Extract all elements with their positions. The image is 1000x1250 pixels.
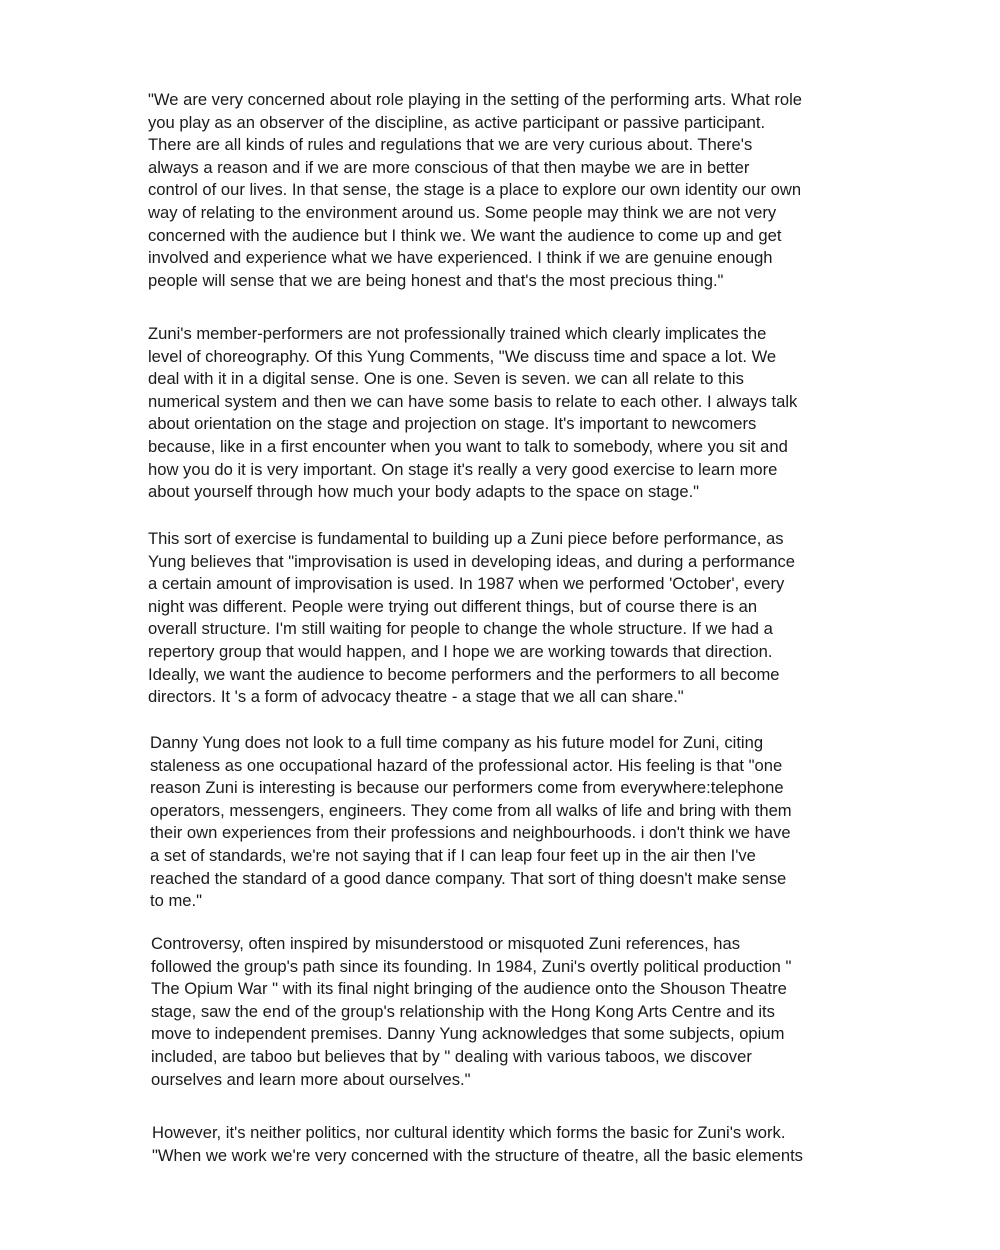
text-line: a set of standards, we're not saying that if I can leap four feet up in the air then I've — [150, 845, 756, 865]
text-line: about yourself through how much your body adapts to the space on stage." — [148, 482, 700, 502]
text-line: overall structure. I'm still waiting for people to change the whole structure. If we had a — [148, 619, 773, 639]
text-line: Danny Yung does not look to a full time company as his future model for Zuni, citing — [150, 733, 764, 752]
text-line: The Opium War " with its final night bringing of the audience onto the Shouson Theatre — [151, 979, 787, 999]
paragraph-improvisation — [148, 528, 888, 709]
text-line: to me." — [150, 891, 203, 911]
text-line: involved and experience what we have experienced. I think if we are genuine enough — [148, 248, 773, 268]
text-line: move to independent premises. Danny Yung acknowledges that some subjects, opium — [151, 1024, 785, 1044]
text-line: concerned with the audience but I think we. We want the audience to come up and get — [148, 225, 782, 245]
paragraph-role-playing — [148, 89, 888, 292]
text-line: repertory group that would happen, and I hope we are working towards that direction. — [148, 641, 773, 661]
text-line: way of relating to the environment around us. Some people may think we are not very — [148, 202, 777, 222]
text-line: night was different. People were trying out different things, but of course there is an — [148, 596, 758, 616]
text-line: staleness as one occupational hazard of the professional actor. His feeling is that "one — [150, 755, 783, 775]
text-line: their own experiences from their professions and neighbourhoods. i don't think we have — [150, 823, 791, 843]
text-line: included, are taboo but believes that by " dealing with various taboos, we discover — [151, 1046, 752, 1066]
text-line: people will sense that we are being honest and that's the most precious thing." — [148, 270, 724, 290]
text-line: "We are very concerned about role playing in the setting of the performing arts. What role — [148, 90, 803, 109]
text-line: Zuni's member-performers are not professionally trained which clearly implicates the — [148, 324, 767, 343]
text-line: However, it's neither politics, nor cultural identity which forms the basic for Zuni's work. — [152, 1123, 786, 1142]
text-line: how you do it is very important. On stage it's really a very good exercise to learn more — [148, 459, 778, 479]
paragraph-full-time-company — [150, 732, 890, 913]
text-line: about orientation on the stage and projection on stage. It's important to newcomers — [148, 414, 757, 434]
text-line: There are all kinds of rules and regulations that we are very curious about. There's — [148, 135, 753, 155]
text-line: stage, saw the end of the group's relationship with the Hong Kong Arts Centre and its — [151, 1001, 775, 1021]
text-line: directors. It 's a form of advocacy theatre - a stage that we all can share." — [148, 687, 684, 707]
text-line: Ideally, we want the audience to become performers and the performers to all become — [148, 664, 780, 684]
paragraph-structure-of-theatre — [152, 1122, 892, 1167]
text-line: "When we work we're very concerned with the structure of theatre, all the basic elements — [152, 1145, 803, 1165]
text-line: control of our lives. In that sense, the stage is a place to explore our own identity our own — [148, 180, 802, 200]
text-line: numerical system and then we can have some basis to relate to each other. I always talk — [148, 391, 798, 411]
text-line: Controversy, often inspired by misunderstood or misquoted Zuni references, has — [151, 934, 741, 953]
paragraph-member-performers — [148, 323, 888, 504]
paragraph-controversy — [151, 933, 891, 1091]
text-line: because, like in a first encounter when you want to talk to somebody, where you sit and — [148, 436, 788, 456]
text-line: you play as an observer of the discipline, as active participant or passive participant. — [148, 112, 766, 132]
text-line: operators, messengers, engineers. They come from all walks of life and bring with them — [150, 800, 792, 820]
text-line: level of choreography. Of this Yung Comments, "We discuss time and space a lot. We — [148, 346, 777, 366]
text-line: deal with it in a digital sense. One is one. Seven is seven. we can all relate to this — [148, 369, 744, 389]
text-line: reached the standard of a good dance company. That sort of thing doesn't make sense — [150, 868, 787, 888]
text-line: Yung believes that "improvisation is used in developing ideas, and during a performance — [148, 551, 795, 571]
text-line: always a reason and if we are more conscious of that then maybe we are in better — [148, 157, 750, 177]
text-line: reason Zuni is interesting is because our performers come from everywhere:telephone — [150, 778, 784, 798]
text-line: This sort of exercise is fundamental to building up a Zuni piece before performance, as — [148, 529, 784, 548]
text-line: a certain amount of improvisation is used. In 1987 when we performed 'October', every — [148, 574, 785, 594]
text-line: followed the group's path since its founding. In 1984, Zuni's overtly political production " — [151, 956, 792, 976]
text-line: ourselves and learn more about ourselves." — [151, 1069, 471, 1089]
